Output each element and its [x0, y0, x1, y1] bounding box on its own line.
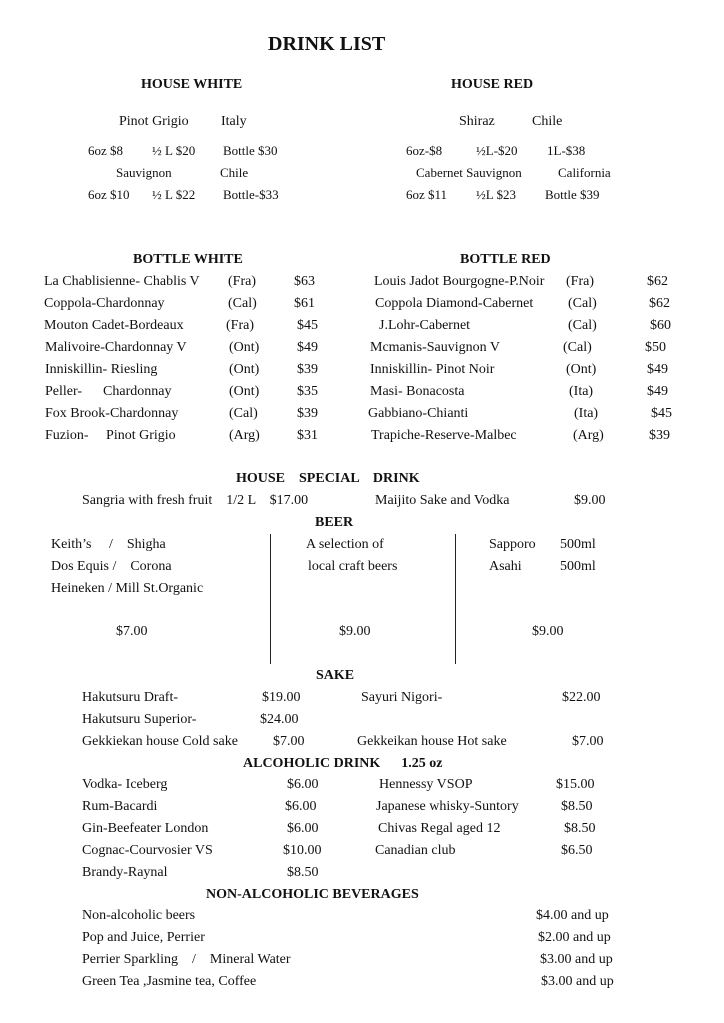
house-special-maijito-name: Maijito Sake and Vodka [375, 493, 510, 508]
wine-name: Inniskillin- Riesling [45, 362, 158, 377]
house-red-wine1-origin: Chile [532, 114, 563, 129]
house-special-sangria: Sangria with fresh fruit 1/2 L $17.00 [82, 493, 309, 508]
beer-col2-line1: A selection of [306, 537, 384, 552]
sake-name: Gekkiekan house Cold sake [82, 734, 238, 749]
sake-name: Sayuri Nigori- [361, 690, 443, 705]
beer-divider-left [270, 534, 271, 664]
drink-price: $8.50 [287, 865, 319, 880]
sake-price: $7.00 [572, 734, 604, 749]
list-item [0, 952, 724, 972]
list-item [0, 318, 724, 338]
drink-price: $8.50 [561, 799, 593, 814]
wine-origin: (Cal) [563, 340, 592, 355]
beer-col2-line2: local craft beers [308, 559, 398, 574]
beer-col1-line2: Dos Equis / Corona [51, 559, 172, 574]
house-white-wine1-glass: 6oz $8 [88, 143, 124, 158]
sake-price: $19.00 [262, 690, 301, 705]
beer-sapporo-size: 500ml [560, 537, 596, 552]
sake-price: $24.00 [260, 712, 299, 727]
wine-name: Coppola Diamond-Cabernet [375, 296, 534, 311]
beverage-name: Green Tea ,Jasmine tea, Coffee [82, 974, 257, 989]
list-item [0, 296, 724, 316]
list-item [0, 428, 724, 448]
beverage-name: Non-alcoholic beers [82, 908, 196, 923]
drink-price: $6.00 [287, 821, 319, 836]
wine-name: Malivoire-Chardonnay V [45, 340, 187, 355]
beer-sapporo-name: Sapporo [489, 537, 536, 552]
sake-name: Hakutsuru Draft- [82, 690, 179, 705]
wine-name: Inniskillin- Pinot Noir [370, 362, 495, 377]
house-white-heading: HOUSE WHITE [141, 77, 243, 92]
list-item [0, 690, 724, 710]
non-alcoholic-heading: NON-ALCOHOLIC BEVERAGES [206, 887, 419, 902]
wine-price: $61 [294, 296, 315, 311]
wine-price: $35 [297, 384, 318, 399]
wine-name: Fuzion- Pinot Grigio [45, 428, 176, 443]
wine-name: J.Lohr-Cabernet [379, 318, 471, 333]
list-item [0, 712, 724, 732]
wine-origin: (Ita) [569, 384, 594, 399]
wine-origin: (Cal) [568, 318, 597, 333]
house-red-wine1-half: ½L-$20 [476, 143, 518, 158]
wine-origin: (Ita) [574, 406, 599, 421]
beer-col1-price: $7.00 [116, 624, 148, 639]
beverage-price: $3.00 and up [541, 974, 614, 989]
wine-origin: (Ont) [229, 384, 260, 399]
wine-name: Peller- Chardonnay [45, 384, 172, 399]
beer-heading: BEER [315, 515, 354, 530]
wine-price: $50 [645, 340, 666, 355]
wine-price: $62 [649, 296, 670, 311]
drink-name: Japanese whisky-Suntory [376, 799, 519, 814]
wine-origin: (Cal) [229, 406, 258, 421]
beverage-name: Pop and Juice, Perrier [82, 930, 205, 945]
wine-name: Mcmanis-Sauvignon V [370, 340, 501, 355]
house-red-wine1-glass: 6oz-$8 [406, 143, 443, 158]
wine-price: $45 [651, 406, 672, 421]
list-item [0, 821, 724, 841]
wine-price: $49 [297, 340, 318, 355]
wine-price: $49 [647, 362, 668, 377]
wine-price: $39 [297, 362, 318, 377]
wine-price: $49 [647, 384, 668, 399]
drink-name: Chivas Regal aged 12 [378, 821, 501, 836]
page-title: DRINK LIST [268, 33, 386, 55]
wine-price: $31 [297, 428, 318, 443]
beer-asahi-size: 500ml [560, 559, 596, 574]
list-item [0, 777, 724, 797]
drink-price: $10.00 [283, 843, 322, 858]
sake-price: $22.00 [562, 690, 601, 705]
beer-divider-right [455, 534, 456, 664]
list-item [0, 274, 724, 294]
drink-price: $8.50 [564, 821, 596, 836]
wine-origin: (Ont) [229, 340, 260, 355]
alcoholic-heading: ALCOHOLIC DRINK 1.25 oz [243, 756, 443, 771]
drink-price: $6.00 [287, 777, 319, 792]
list-item [0, 384, 724, 404]
sake-heading: SAKE [316, 668, 355, 683]
house-red-wine1-name: Shiraz [459, 114, 495, 129]
beer-col1-line1: Keith’s / Shigha [51, 537, 166, 552]
wine-origin: (Fra) [226, 318, 254, 333]
house-red-wine2-bottle: Bottle $39 [545, 187, 600, 202]
list-item [0, 908, 724, 928]
house-special-heading: HOUSE SPECIAL DRINK [236, 471, 420, 486]
house-white-wine1-bottle: Bottle $30 [223, 143, 278, 158]
house-white-wine2-bottle: Bottle-$33 [223, 187, 279, 202]
list-item [0, 734, 724, 754]
list-item [0, 974, 724, 994]
house-white-wine2-half: ½ L $22 [152, 187, 196, 202]
list-item [0, 930, 724, 950]
wine-origin: (Arg) [229, 428, 260, 443]
wine-price: $62 [647, 274, 668, 289]
drink-name: Cognac-Courvosier VS [82, 843, 213, 858]
drink-name: Gin-Beefeater London [82, 821, 209, 836]
list-item [0, 865, 724, 885]
list-item [0, 362, 724, 382]
house-red-wine1-bottle: 1L-$38 [547, 143, 586, 158]
house-red-heading: HOUSE RED [451, 77, 534, 92]
house-white-wine2-origin: Chile [220, 165, 249, 180]
list-item [0, 799, 724, 819]
wine-price: $39 [297, 406, 318, 421]
sake-name: Gekkeikan house Hot sake [357, 734, 507, 749]
drink-name: Hennessy VSOP [379, 777, 473, 792]
beverage-price: $4.00 and up [536, 908, 609, 923]
beverage-price: $3.00 and up [540, 952, 613, 967]
list-item [0, 340, 724, 360]
wine-origin: (Ont) [566, 362, 597, 377]
house-red-wine2-half: ½L $23 [476, 187, 516, 202]
wine-origin: (Fra) [228, 274, 256, 289]
wine-price: $45 [297, 318, 318, 333]
wine-name: Gabbiano-Chianti [368, 406, 469, 421]
list-item [0, 406, 724, 426]
drink-name: Rum-Bacardi [82, 799, 158, 814]
wine-price: $39 [649, 428, 670, 443]
wine-origin: (Ont) [229, 362, 260, 377]
beverage-name: Perrier Sparkling / Mineral Water [82, 952, 291, 967]
wine-name: Fox Brook-Chardonnay [45, 406, 179, 421]
wine-origin: (Cal) [228, 296, 257, 311]
beer-col1-line3: Heineken / Mill St.Organic [51, 581, 204, 596]
drink-price: $15.00 [556, 777, 595, 792]
wine-name: Coppola-Chardonnay [44, 296, 165, 311]
wine-name: Masi- Bonacosta [370, 384, 465, 399]
house-red-wine2-glass: 6oz $11 [406, 187, 448, 202]
wine-name: La Chablisienne- Chablis V [44, 274, 200, 289]
bottle-red-heading: BOTTLE RED [460, 252, 551, 267]
bottle-white-heading: BOTTLE WHITE [133, 252, 243, 267]
list-item [0, 843, 724, 863]
drink-price: $6.50 [561, 843, 593, 858]
wine-origin: (Fra) [566, 274, 594, 289]
beer-col2-price: $9.00 [339, 624, 371, 639]
house-white-wine1-half: ½ L $20 [152, 143, 196, 158]
house-white-wine2-name: Sauvignon [116, 165, 172, 180]
sake-price: $7.00 [273, 734, 305, 749]
house-special-maijito-price: $9.00 [574, 493, 606, 508]
sake-name: Hakutsuru Superior- [82, 712, 197, 727]
wine-origin: (Arg) [573, 428, 604, 443]
wine-name: Mouton Cadet-Bordeaux [44, 318, 184, 333]
house-white-wine2-glass: 6oz $10 [88, 187, 130, 202]
wine-price: $63 [294, 274, 315, 289]
wine-name: Trapiche-Reserve-Malbec [371, 428, 517, 443]
beer-col3-price: $9.00 [532, 624, 564, 639]
house-white-wine1-origin: Italy [221, 114, 247, 129]
house-red-wine2-origin: California [558, 165, 611, 180]
wine-origin: (Cal) [568, 296, 597, 311]
beverage-price: $2.00 and up [538, 930, 611, 945]
drink-name: Vodka- Iceberg [82, 777, 168, 792]
wine-name: Louis Jadot Bourgogne-P.Noir [374, 274, 545, 289]
house-white-wine1-name: Pinot Grigio [119, 114, 189, 129]
drink-name: Brandy-Raynal [82, 865, 168, 880]
drink-price: $6.00 [285, 799, 317, 814]
beer-asahi-name: Asahi [489, 559, 522, 574]
drink-name: Canadian club [375, 843, 456, 858]
wine-price: $60 [650, 318, 671, 333]
house-red-wine2-name: Cabernet Sauvignon [416, 165, 522, 180]
